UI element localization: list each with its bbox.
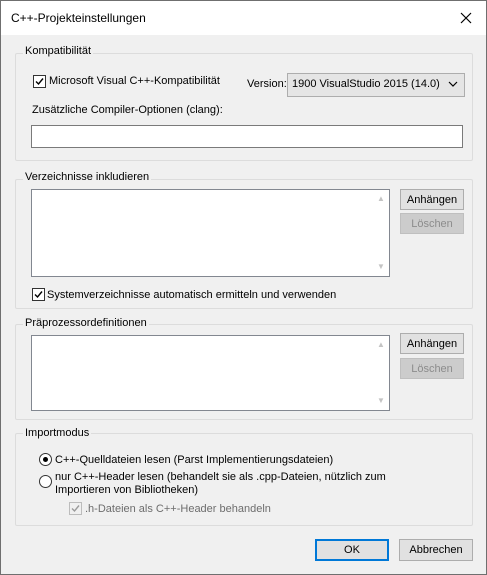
auto-detect-checkbox[interactable] — [32, 288, 45, 301]
cancel-button[interactable] — [399, 539, 473, 561]
scroll-up-icon[interactable]: ▲ — [377, 194, 385, 203]
compiler-options-label: Zusätzliche Compiler-Optionen (clang): — [32, 104, 223, 116]
close-icon — [460, 12, 472, 24]
include-dirs-delete-button[interactable] — [400, 213, 464, 234]
checkmark-icon — [33, 289, 44, 300]
include-dirs-append-label: Anhängen — [406, 193, 458, 206]
title-bar — [1, 1, 486, 35]
checkmark-icon — [70, 503, 81, 514]
preprocessor-append-button[interactable] — [400, 333, 464, 354]
chevron-down-icon — [448, 78, 458, 90]
version-select[interactable] — [287, 73, 465, 97]
version-label: Version: — [247, 78, 287, 90]
import-mode-group-label: Importmodus — [25, 427, 90, 439]
preprocessor-delete-button[interactable] — [400, 358, 464, 379]
version-value: 1900 VisualStudio 2015 (14.0) — [292, 78, 440, 90]
msvc-compat-label: Microsoft Visual C++-Kompatibilität — [49, 75, 220, 87]
window-title: C++-Projekteinstellungen — [11, 11, 146, 25]
preprocessor-delete-label: Löschen — [411, 362, 453, 375]
include-dirs-group-label: Verzeichnisse inkludieren — [25, 171, 150, 183]
compatibility-group-label: Kompatibilität — [25, 45, 92, 57]
ok-button[interactable] — [315, 539, 389, 561]
close-button[interactable] — [446, 1, 486, 35]
include-dirs-delete-label: Löschen — [411, 217, 453, 230]
ok-label: OK — [344, 544, 360, 556]
scroll-up-icon[interactable]: ▲ — [377, 340, 385, 349]
import-header-label-line2: Importieren von Bibliotheken) — [55, 484, 199, 496]
preprocessor-group-label: Präprozessordefinitionen — [25, 317, 147, 329]
radio-selected-dot — [43, 457, 48, 462]
msvc-compat-checkbox[interactable] — [33, 75, 46, 88]
import-header-label-line1: nur C++-Header lesen (behandelt sie als .cpp-Dateien, nützlich zum — [55, 471, 386, 483]
include-dirs-scrollbar[interactable] — [373, 190, 389, 276]
compiler-options-input[interactable] — [31, 125, 463, 148]
import-source-radio[interactable] — [39, 453, 52, 466]
cancel-label: Abbrechen — [409, 544, 463, 556]
include-dirs-append-button[interactable] — [400, 189, 464, 210]
scroll-down-icon[interactable]: ▼ — [377, 396, 385, 405]
h-files-checkbox[interactable] — [69, 502, 82, 515]
h-files-label: .h-Dateien als C++-Header behandeln — [85, 503, 271, 515]
preprocessor-scrollbar[interactable] — [373, 336, 389, 410]
preprocessor-append-label: Anhängen — [406, 337, 458, 350]
auto-detect-label: Systemverzeichnisse automatisch ermitteln und verwenden — [47, 289, 337, 301]
scroll-down-icon[interactable]: ▼ — [377, 262, 385, 271]
import-source-label: C++-Quelldateien lesen (Parst Implementierungsdateien) — [55, 454, 334, 466]
checkmark-icon — [34, 76, 45, 87]
preprocessor-list[interactable] — [31, 335, 390, 411]
import-header-radio[interactable] — [39, 475, 52, 488]
include-dirs-list[interactable] — [31, 189, 390, 277]
